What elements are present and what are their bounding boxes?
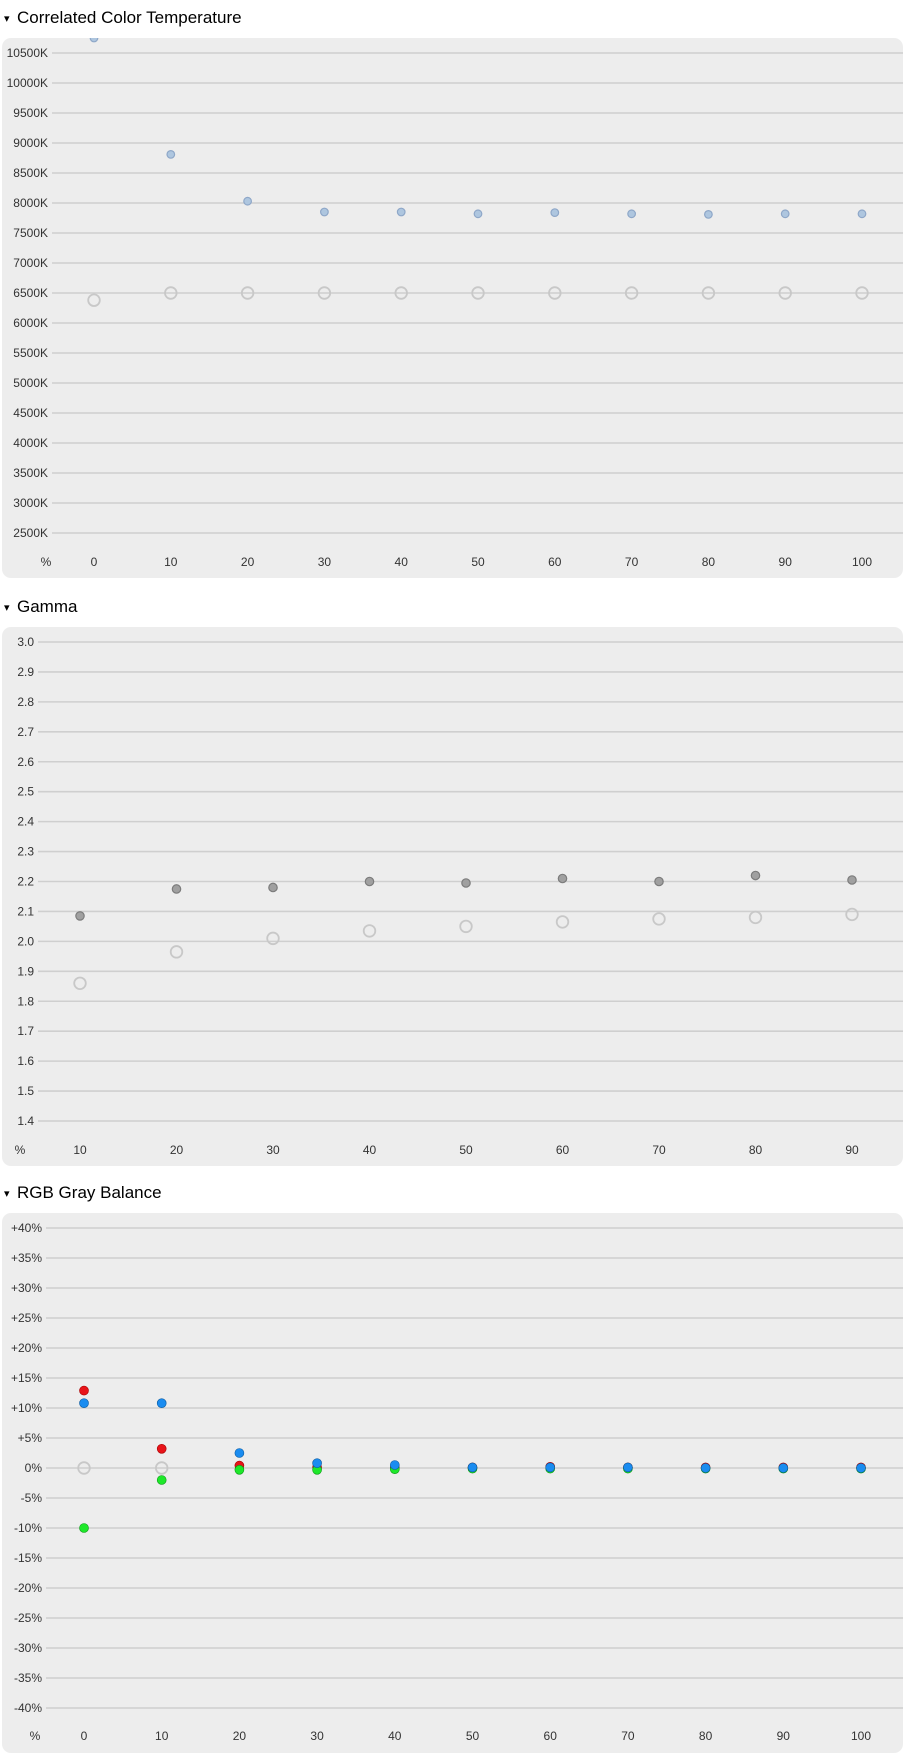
reference-point [88,294,100,306]
blue-point [313,1459,322,1468]
y-tick-label: -40% [13,1701,42,1715]
reference-point [267,933,279,945]
measured-point [858,210,866,218]
y-tick-label: -20% [13,1581,42,1595]
y-tick-label: 2.4 [17,814,34,829]
x-unit-label: % [40,555,52,569]
x-tick-label: 0 [90,555,98,569]
measured-point [551,209,559,217]
red-point [157,1444,166,1453]
y-tick-label: -30% [13,1641,42,1655]
y-tick-label: 3000K [13,496,48,510]
y-tick-label: 1.8 [17,994,34,1009]
x-tick-label: 80 [698,1729,713,1743]
measured-point [167,151,175,159]
y-tick-label: 10500K [6,46,48,60]
x-tick-label: 40 [362,1143,377,1157]
y-tick-label: 1.9 [17,964,34,979]
x-tick-label: 80 [748,1143,763,1157]
measured-point [628,210,636,218]
y-tick-label: 5500K [13,346,48,360]
y-tick-label: 4500K [13,406,48,420]
measured-point [244,197,252,205]
measured-point [474,210,482,218]
x-tick-label: 20 [232,1729,247,1743]
measured-point [848,876,856,884]
measured-point [781,210,789,218]
y-tick-label: 0% [24,1461,42,1475]
x-tick-label: 60 [555,1143,570,1157]
y-tick-label: +30% [10,1281,42,1295]
red-point [80,1386,89,1395]
gamma-chart [2,627,903,1166]
x-tick-label: 10 [73,1143,87,1157]
x-tick-label: 20 [169,1143,184,1157]
y-tick-label: 1.4 [17,1114,34,1128]
x-tick-label: 10 [164,555,178,569]
section-title: RGB Gray Balance [17,1183,162,1202]
y-tick-label: 6500K [13,286,48,300]
blue-point [468,1463,477,1472]
y-tick-label: 1.7 [17,1024,34,1039]
reference-point [74,977,86,989]
reference-point [750,912,762,924]
green-point [157,1476,166,1485]
blue-point [623,1463,632,1472]
section-toggle-cct[interactable] [4,7,242,29]
y-tick-label: 1.5 [17,1084,34,1099]
x-tick-label: 100 [851,555,873,569]
y-tick-label: 6000K [13,316,48,330]
y-tick-label: +35% [10,1251,42,1265]
y-tick-label: 7500K [13,226,48,240]
blue-point [390,1461,399,1470]
y-tick-label: 2.3 [17,844,34,859]
x-tick-label: 50 [471,555,485,569]
x-tick-label: 80 [701,555,716,569]
y-tick-label: 3.0 [17,635,34,649]
x-tick-label: 0 [80,1729,88,1743]
blue-point [701,1464,710,1473]
green-point [235,1465,244,1474]
y-tick-label: +40% [10,1221,42,1235]
gamma-chart-panel [2,627,903,1166]
y-tick-label: 8500K [13,166,48,180]
blue-point [157,1399,166,1408]
section-title: Correlated Color Temperature [17,8,242,27]
y-tick-label: +10% [10,1401,42,1415]
x-tick-label: 90 [778,555,792,569]
section-toggle-rgb-balance[interactable] [4,1182,162,1204]
measured-point [397,208,405,216]
measured-point [172,885,180,893]
y-tick-label: 4000K [13,436,48,450]
x-tick-label: 70 [652,1143,666,1157]
y-tick-label: 1.6 [17,1054,34,1069]
y-tick-label: 2.2 [17,874,34,889]
y-tick-label: 9000K [13,136,48,150]
measured-point [558,874,566,882]
reference-point [171,946,183,958]
y-tick-label: 2.9 [17,664,34,679]
x-tick-label: 100 [850,1729,872,1743]
y-tick-label: 2.7 [17,724,34,739]
measured-point [321,208,329,216]
collapse-triangle-icon: ▾ [4,600,10,614]
x-tick-label: 50 [465,1729,480,1743]
x-tick-label: 90 [845,1143,859,1157]
rgb-balance-chart-panel [2,1213,903,1753]
measured-point [655,877,663,885]
x-unit-label: % [14,1143,26,1157]
y-tick-label: 10000K [6,76,48,90]
y-tick-label: 2.8 [17,694,34,709]
blue-point [857,1464,866,1473]
section-toggle-gamma[interactable] [4,596,77,618]
x-tick-label: 70 [621,1729,635,1743]
x-unit-label: % [29,1729,41,1743]
y-tick-label: -5% [20,1491,42,1505]
blue-point [546,1463,555,1472]
y-tick-label: -10% [13,1521,42,1535]
x-tick-label: 40 [394,555,408,569]
x-tick-label: 90 [776,1729,790,1743]
y-tick-label: 9500K [13,106,48,120]
y-tick-label: 7000K [13,256,48,270]
reference-point [364,925,376,937]
blue-point [80,1399,89,1408]
cct-chart [2,38,903,578]
y-tick-label: +25% [10,1311,42,1325]
x-tick-label: 60 [548,555,562,569]
x-tick-label: 40 [388,1729,402,1743]
measured-point [365,877,373,885]
x-tick-label: 30 [266,1143,280,1157]
measured-point [90,38,98,42]
x-tick-label: 30 [317,555,332,569]
y-tick-label: 5000K [13,376,48,390]
measured-point [462,879,470,887]
reference-point [460,921,472,933]
y-tick-label: 2.0 [17,934,34,949]
measured-point [705,211,713,219]
blue-point [779,1464,788,1473]
reference-point [653,913,665,925]
cct-chart-panel [2,38,903,578]
y-tick-label: +5% [17,1431,42,1445]
x-tick-label: 10 [155,1729,169,1743]
x-tick-label: 30 [310,1729,324,1743]
y-tick-label: 2.1 [17,904,34,919]
x-tick-label: 70 [624,555,639,569]
y-tick-label: -15% [13,1551,42,1565]
y-tick-label: 2.6 [17,754,34,769]
y-tick-label: 2500K [13,526,48,540]
x-tick-label: 20 [240,555,255,569]
section-title: Gamma [17,597,78,616]
x-tick-label: 60 [543,1729,557,1743]
rgb-balance-chart [2,1213,903,1753]
collapse-triangle-icon: ▾ [4,11,10,25]
blue-point [235,1449,244,1458]
y-tick-label: +15% [10,1371,42,1385]
y-tick-label: 2.5 [17,784,34,799]
y-tick-label: -35% [13,1671,42,1685]
y-tick-label: -25% [13,1611,42,1625]
y-tick-label: +20% [10,1341,42,1355]
reference-point [846,909,858,921]
collapse-triangle-icon: ▾ [4,1186,10,1200]
measured-point [269,883,277,891]
y-tick-label: 3500K [13,466,48,480]
green-point [80,1524,89,1533]
x-tick-label: 50 [459,1143,473,1157]
y-tick-label: 8000K [13,196,48,210]
measured-point [76,912,84,920]
measured-point [751,871,759,879]
reference-point [557,916,569,928]
